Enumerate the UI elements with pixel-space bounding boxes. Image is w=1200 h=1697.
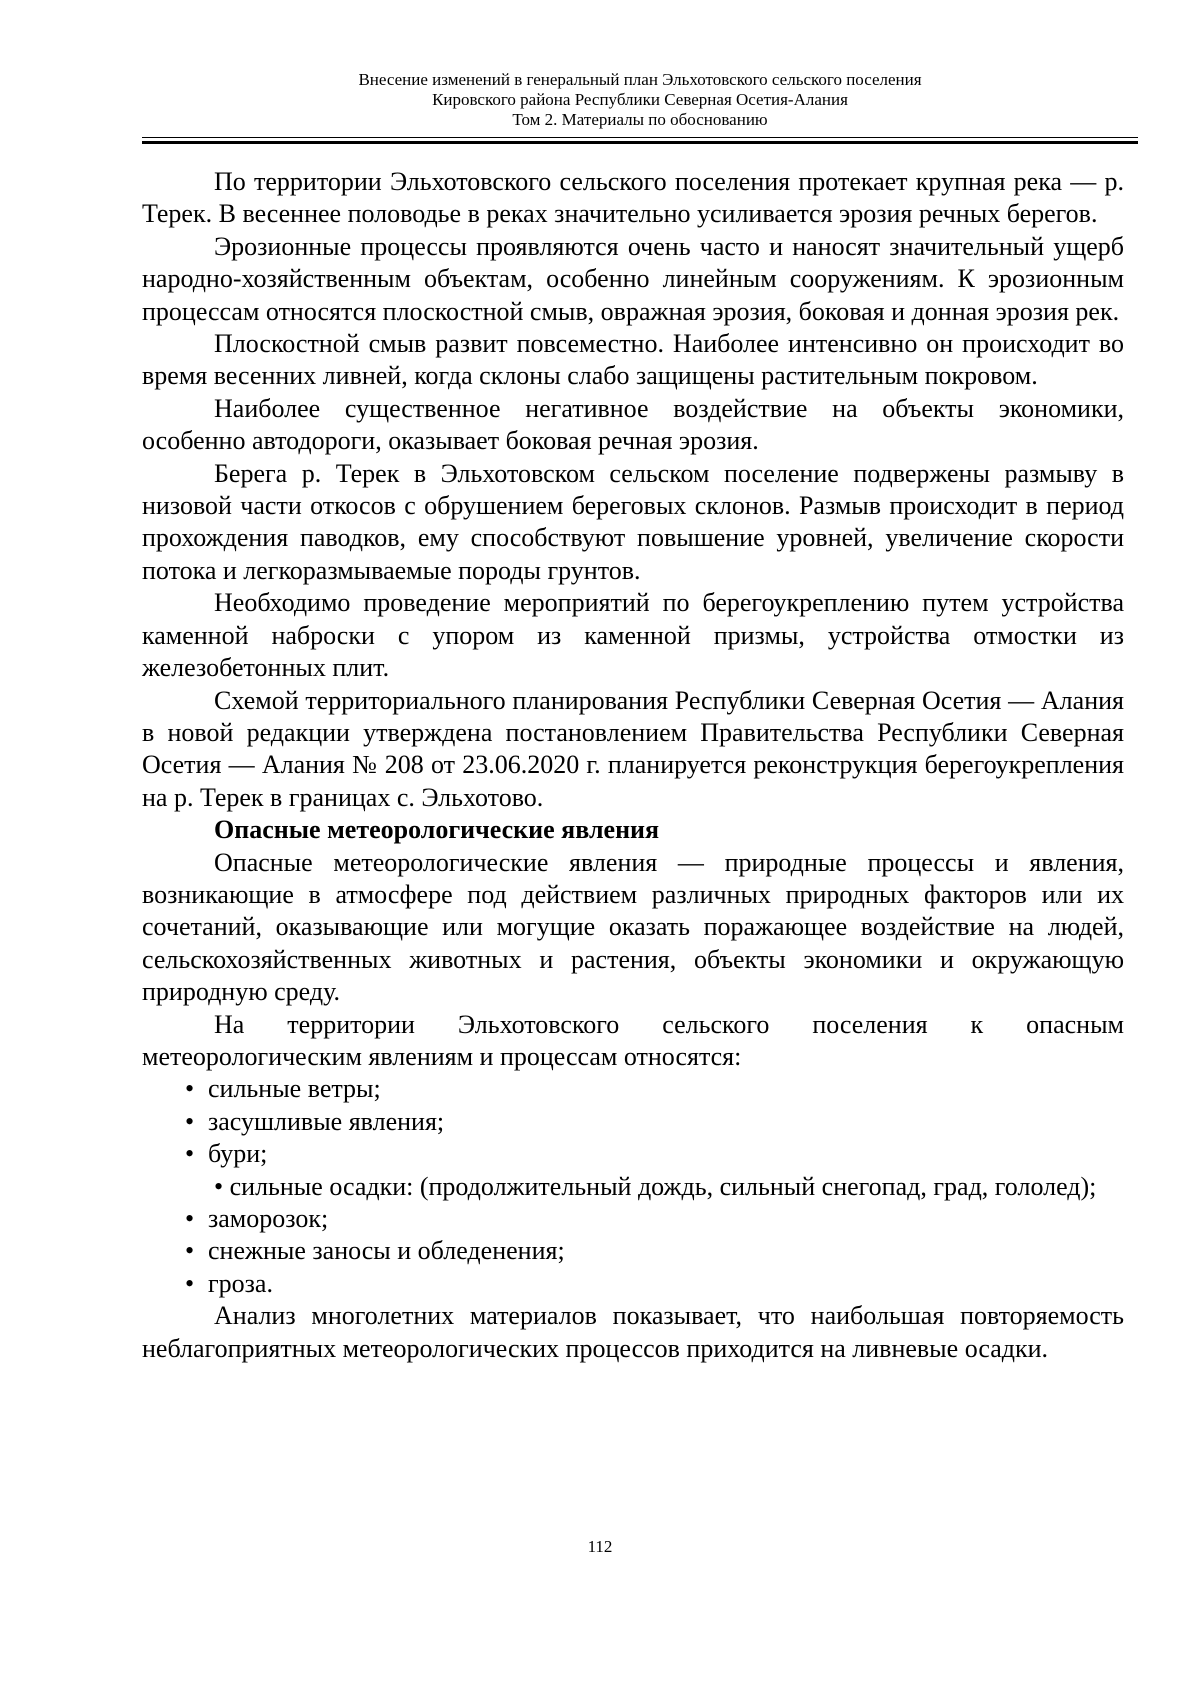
header-rule-thick	[142, 141, 1138, 144]
paragraph-erosion: Эрозионные процессы проявляются очень часто и наносят значительный ущерб народно-хозяйственным объектам, особенно линейным сооружениям. К эрозионным процессам относятся плоскостной смыв, овражная эрозия, боковая и донная эрозия рек.	[142, 231, 1124, 326]
running-header	[142, 70, 1138, 130]
header-line-2: Кировского района Республики Северная Осетия-Алания	[432, 90, 848, 109]
paragraph-hazard-definition: Опасные метеорологические явления — природные процессы и явления, возникающие в атмосфере под действием различных природных факторов или их сочетаний, оказывающие или могущие оказать поражающее воздействие на людей, сельскохозяйственных животных и растения, объекты экономики и окружающую природную среду.	[142, 847, 1124, 1007]
list-item	[142, 1235, 1124, 1267]
list-item	[142, 1268, 1124, 1300]
list-item	[142, 1073, 1124, 1105]
list-item-text: бури;	[208, 1139, 268, 1169]
list-item-text: засушливые явления;	[208, 1106, 445, 1136]
list-item-text: гроза.	[208, 1268, 273, 1298]
body-text	[142, 166, 1124, 1365]
paragraph-territorial-scheme: Схемой территориального планирования Республики Северная Осетия — Алания в новой редакции утверждена постановлением Правительства Республики Северная Осетия — Алания № 208 от 23.06.2020 г. планируется реконструкция берегоукрепления на р. Терек в границах с. Эльхотово.	[142, 685, 1124, 812]
list-item-text: снежные заносы и обледенения;	[208, 1236, 565, 1266]
list-item: • сильные осадки: (продолжительный дождь, сильный снегопад, град, гололед);	[214, 1171, 1097, 1201]
list-item-text: сильные осадки: (продолжительный дождь, сильный снегопад, град, гололед);	[229, 1171, 1097, 1201]
paragraph-terek-banks: Берега р. Терек в Эльхотовском сельском поселение подвержены размыву в низовой части откосов с обрушением береговых склонов. Размыв происходит в период прохождения паводков, ему способствуют повышение уровней, увеличение скорости потока и легкоразмываемые породы грунтов.	[142, 458, 1124, 585]
paragraph-hazard-list-intro: На территории Эльхотовского сельского поселения к опасным метеорологическим явлениям и процессам относятся:	[142, 1009, 1124, 1071]
list-item	[142, 1106, 1124, 1138]
paragraph-closing: Анализ многолетних материалов показывает, что наибольшая повторяемость неблагоприятных метеорологических процессов приходится на ливневые осадки.	[142, 1301, 1124, 1363]
paragraph-sheet-wash: Плоскостной смыв развит повсеместно. Наиболее интенсивно он происходит во время весенних ливней, когда склоны слабо защищены растительным покровом.	[142, 329, 1124, 391]
header-line-1: Внесение изменений в генеральный план Эльхотовского сельского поселения	[358, 70, 922, 89]
paragraph-bank-protection: Необходимо проведение мероприятий по берегоукреплению путем устройства каменной наброски с упором из каменной призмы, устройства отмостки из железобетонных плит.	[142, 588, 1124, 683]
section-heading: Опасные метеорологические явления	[214, 815, 660, 845]
page-number: 112	[587, 1537, 613, 1556]
paragraph-river: По территории Эльхотовского сельского поселения протекает крупная река — р. Терек. В весеннее половодье в реках значительно усиливается эрозия речных берегов.	[142, 167, 1124, 229]
list-item	[142, 1203, 1124, 1235]
list-item-text: заморозок;	[208, 1204, 329, 1233]
header-rule-thin	[142, 137, 1138, 138]
paragraph-lateral-erosion: Наиболее существенное негативное воздействие на объекты экономики, особенно автодороги, оказывает боковая речная эрозия.	[142, 393, 1124, 456]
list-item	[142, 1138, 1124, 1170]
header-line-3: Том 2. Материалы по обоснованию	[512, 110, 768, 129]
list-item-text: сильные ветры;	[208, 1074, 381, 1104]
